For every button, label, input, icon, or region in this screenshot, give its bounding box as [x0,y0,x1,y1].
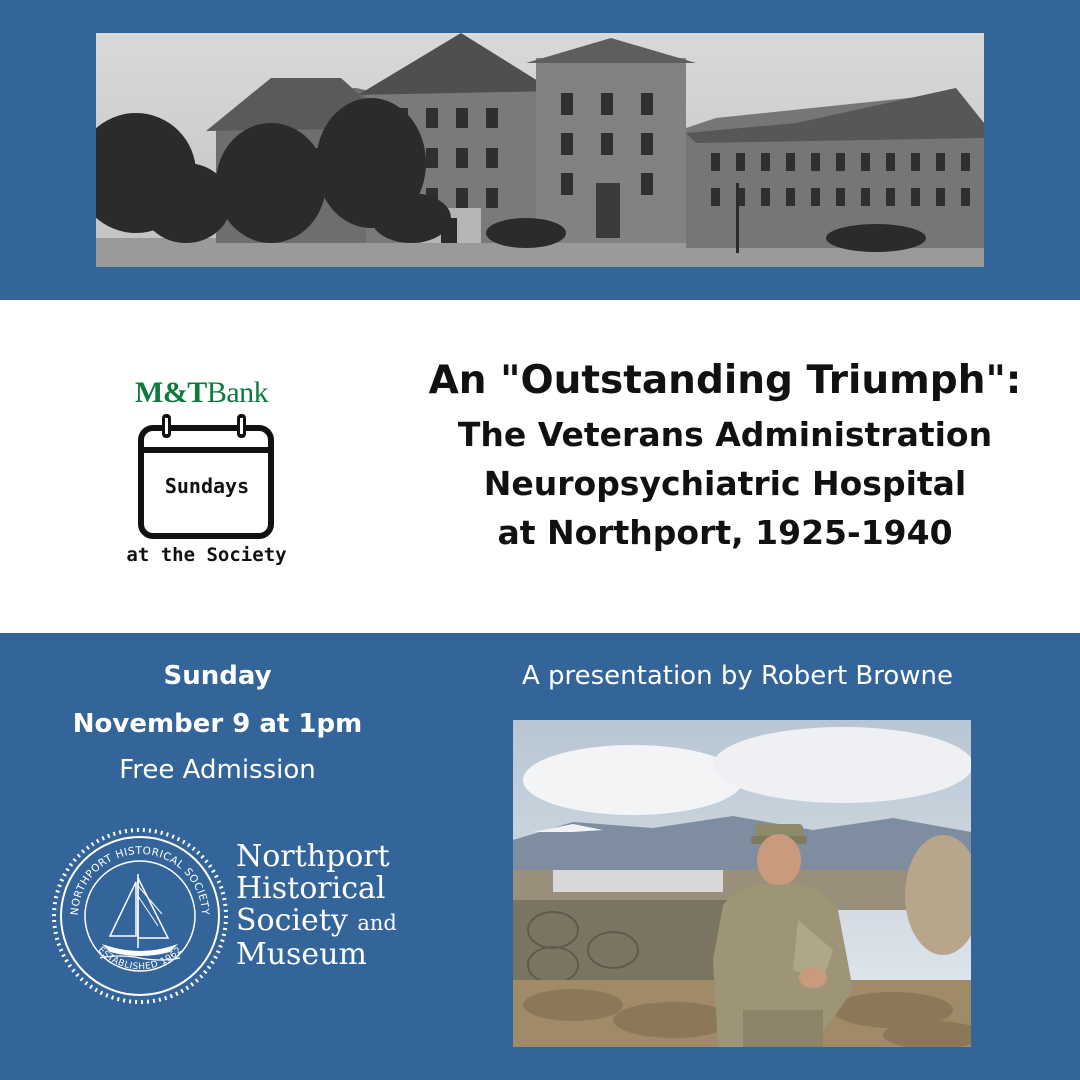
bank-logo-suffix: Bank [206,376,269,409]
series-subtitle: at the Society [126,544,287,566]
org-line-4: Museum [236,937,367,972]
title-line-1: An "Outstanding Triumph": [428,358,1022,403]
presenter-photo [513,720,971,1047]
historical-society-seal-icon [50,826,230,1006]
sponsor-block [104,376,309,576]
org-line-2: Historical [236,871,386,906]
presenter-portrait-illustration [513,720,971,1047]
presenter-caption: A presentation by Robert Browne [521,661,954,691]
title-line-2: The Veterans Administration [457,415,993,454]
title-line-3: Neuropsychiatric Hospital [483,464,967,503]
seal-top-text: NORTHPORT HISTORICAL SOCIETY [68,844,212,916]
event-details [30,654,405,790]
hospital-photo [96,33,984,267]
event-day: Sunday [163,661,272,691]
bank-logo [135,376,268,410]
hospital-building-illustration [96,33,984,267]
org-line-3 [236,905,436,939]
event-admission: Free Admission [119,755,316,785]
org-line-1: Northport [236,839,390,874]
top-band [0,0,1080,300]
event-title [380,352,1070,557]
organization-name [236,841,436,971]
bank-logo-prefix: M&T [135,376,207,409]
org-line-3-and: and [357,911,397,935]
calendar-label: Sundays [164,474,250,498]
event-date-time: November 9 at 1pm [72,709,363,739]
seal-bottom-text: ESTABLISHED 1962 [95,945,185,973]
org-line-3-main: Society [236,903,348,938]
title-line-4: at Northport, 1925-1940 [497,513,953,552]
